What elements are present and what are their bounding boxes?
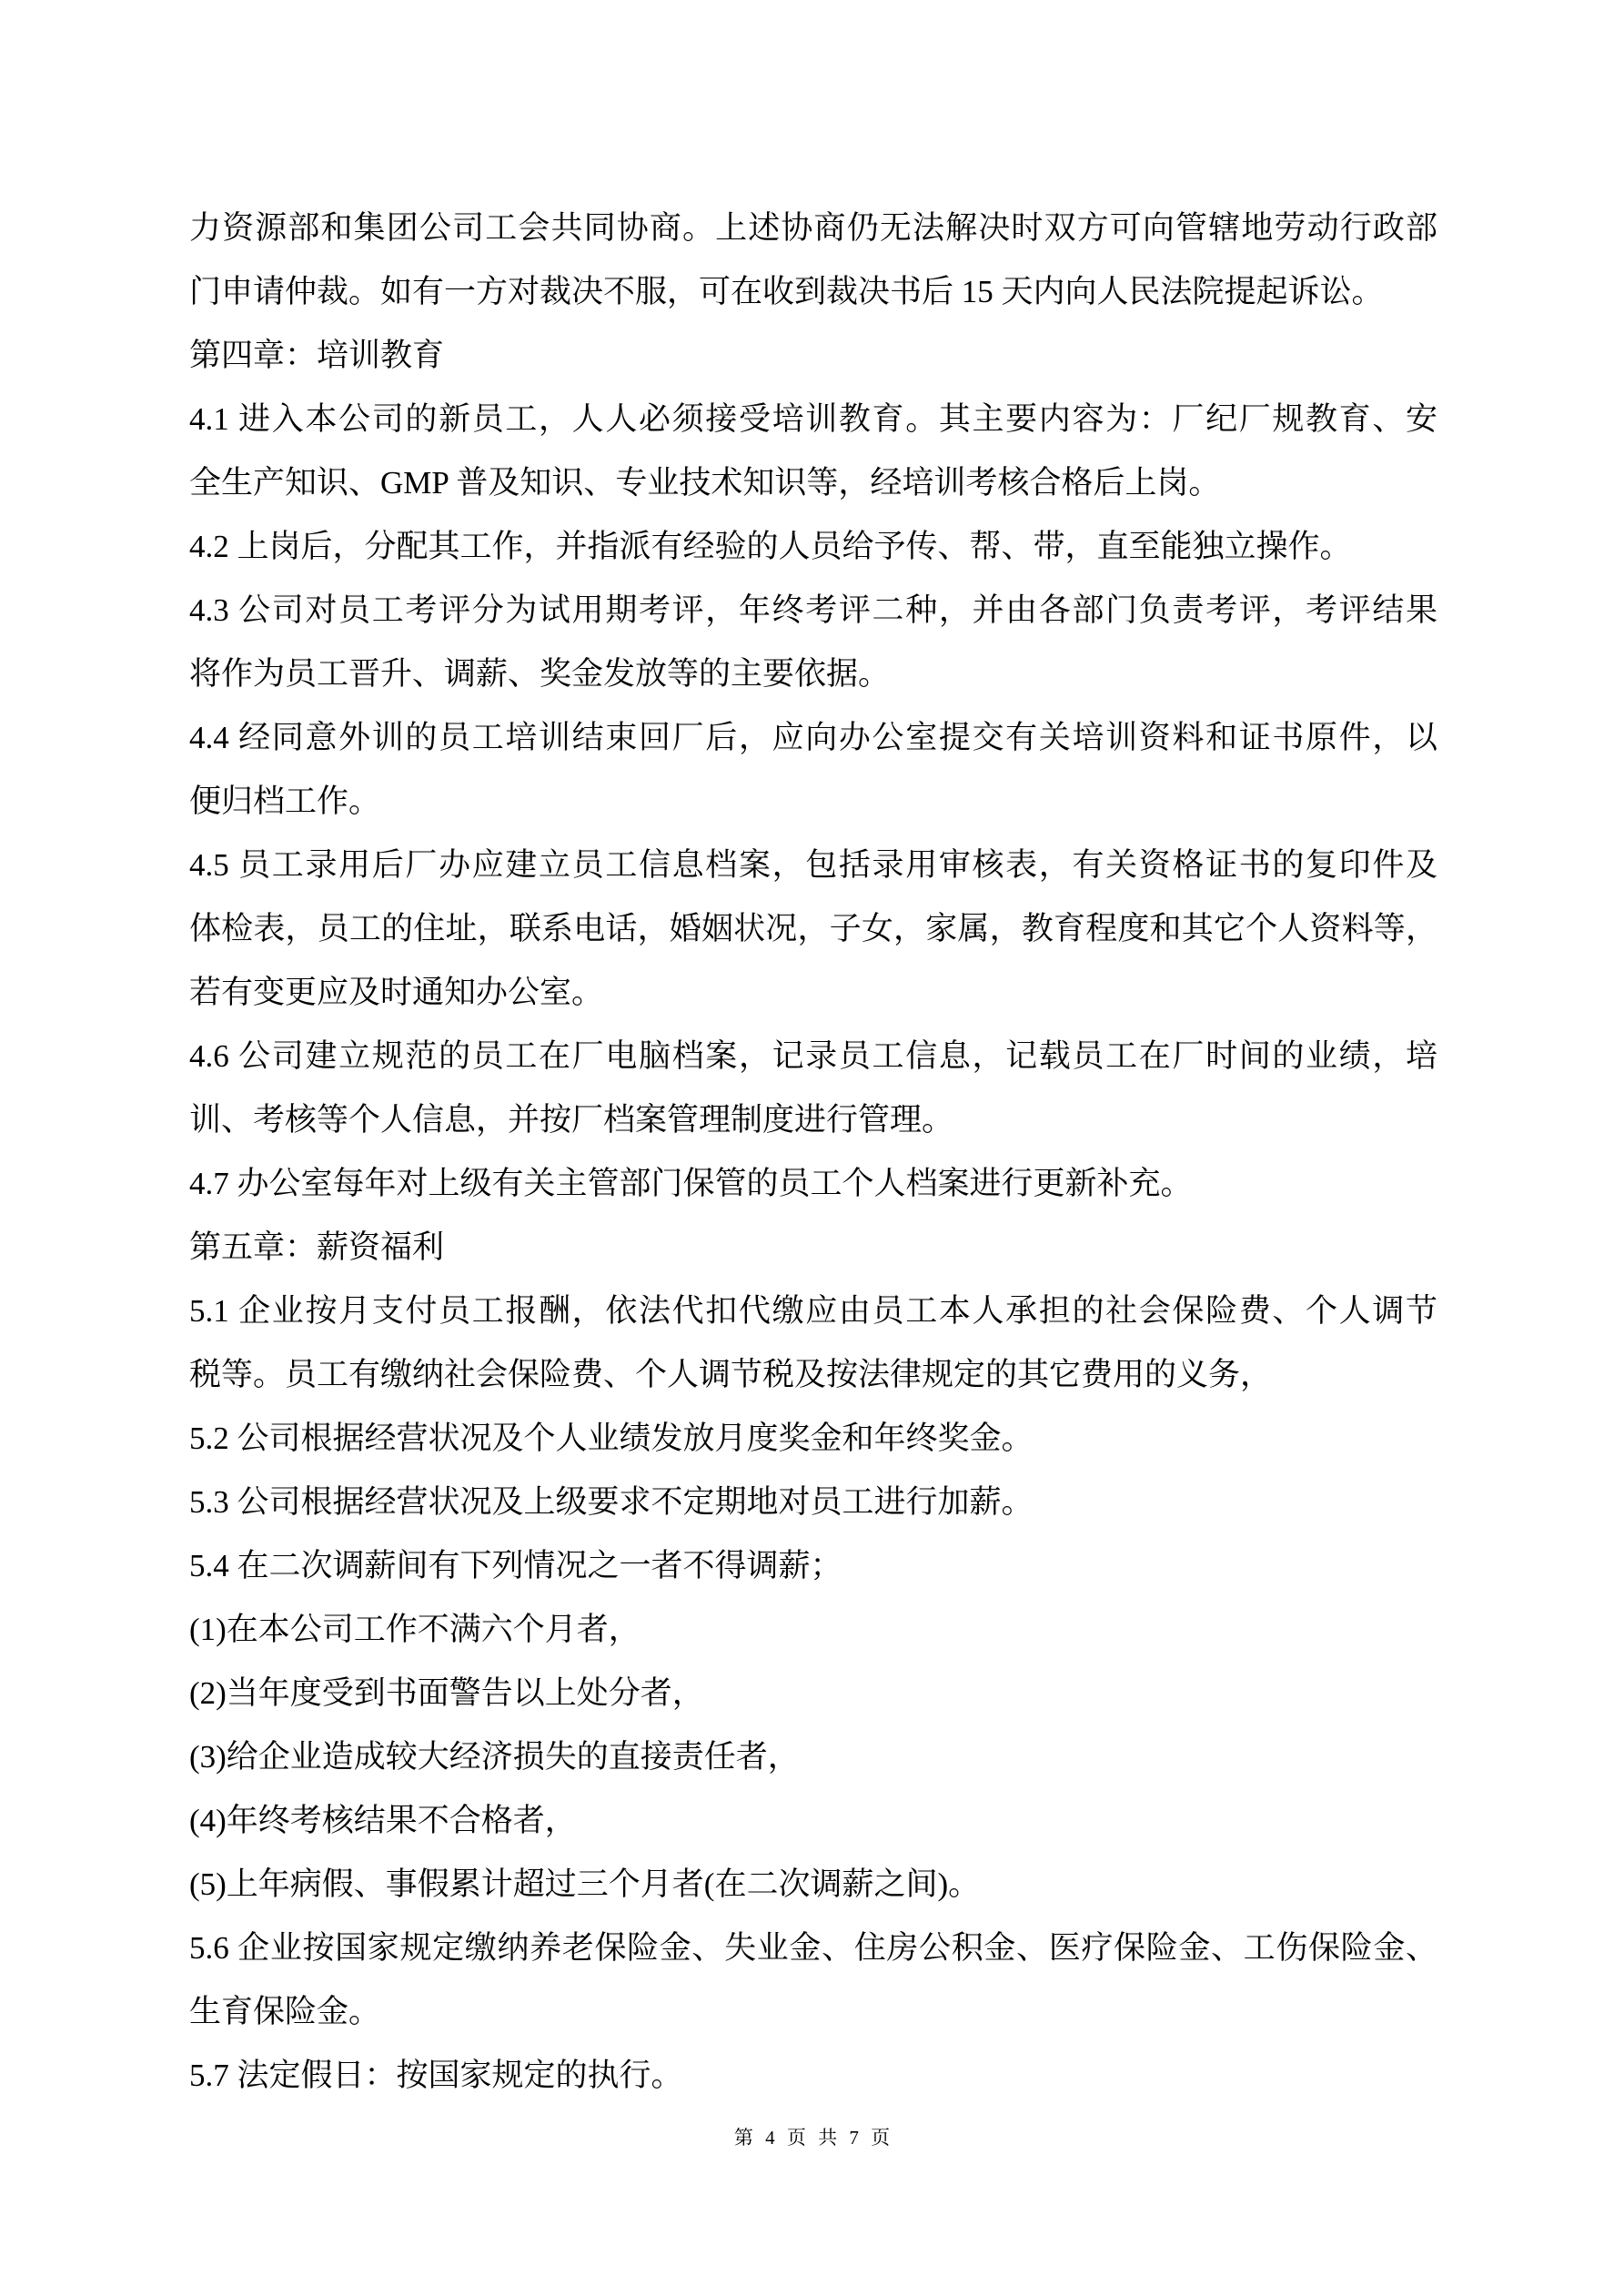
document-line: 4.3 公司对员工考评分为试用期考评，年终考评二种，并由各部门负责考评，考评结果 <box>189 592 1437 628</box>
document-line: 若有变更应及时通知办公室。 <box>189 975 604 1010</box>
document-line: 第四章：培训教育 <box>189 338 445 373</box>
document-line: 力资源部和集团公司工会共同协商。上述协商仍无法解决时双方可向管辖地劳动行政部 <box>189 210 1437 246</box>
document-line: (1)在本公司工作不满六个月者， <box>189 1612 641 1647</box>
document-line: 4.7 办公室每年对上级有关主管部门保管的员工个人档案进行更新补充。 <box>189 1166 1193 1201</box>
document-line: 全生产知识、GMP 普及知识、专业技术知识等，经培训考核合格后上岗。 <box>189 465 1221 501</box>
document-line: 4.1 进入本公司的新员工，人人必须接受培训教育。其主要内容为：厂纪厂规教育、安 <box>189 401 1437 437</box>
document-line: (2)当年度受到书面警告以上处分者， <box>189 1675 704 1711</box>
document-line: 生育保险金。 <box>189 1994 381 2029</box>
document-line: (3)给企业造成较大经济损失的直接责任者， <box>189 1739 800 1775</box>
document-line: 5.7 法定假日：按国家规定的执行。 <box>189 2058 683 2093</box>
document-line: 4.6 公司建立规范的员工在厂电脑档案，记录员工信息，记载员工在厂时间的业绩，培 <box>189 1038 1437 1074</box>
document-line: 4.5 员工录用后厂办应建立员工信息档案，包括录用审核表，有关资格证书的复印件及 <box>189 847 1437 883</box>
document-line: 5.1 企业按月支付员工报酬，依法代扣代缴应由员工本人承担的社会保险费、个人调节 <box>189 1293 1437 1329</box>
document-body <box>189 197 1437 2108</box>
page-number-label: 第 4 页 共 7 页 <box>733 2127 891 2149</box>
document-line: 4.4 经同意外训的员工培训结束回厂后，应向办公室提交有关培训资料和证书原件，以 <box>189 720 1437 755</box>
document-line: 体检表，员工的住址，联系电话，婚姻状况，子女，家属，教育程度和其它个人资料等， <box>189 911 1437 946</box>
document-line: 5.2 公司根据经营状况及个人业绩发放月度奖金和年终奖金。 <box>189 1421 1034 1456</box>
document-line: 便归档工作。 <box>189 784 381 819</box>
document-line: 4.2 上岗后，分配其工作，并指派有经验的人员给予传、帮、带，直至能独立操作。 <box>189 529 1352 564</box>
document-line: 5.6 企业按国家规定缴纳养老保险金、失业金、住房公积金、医疗保险金、工伤保险金、 <box>189 1930 1437 1966</box>
document-line: 5.3 公司根据经营状况及上级要求不定期地对员工进行加薪。 <box>189 1484 1034 1520</box>
document-line: 第五章：薪资福利 <box>189 1229 445 1265</box>
document-line: 税等。员工有缴纳社会保险费、个人调节税及按法律规定的其它费用的义务， <box>189 1357 1273 1392</box>
document-line: 训、考核等个人信息，并按厂档案管理制度进行管理。 <box>189 1102 954 1138</box>
document-line: (4)年终考核结果不合格者， <box>189 1803 577 1838</box>
document-line: 将作为员工晋升、调薪、奖金发放等的主要依据。 <box>189 656 891 692</box>
page-footer <box>0 2120 1624 2155</box>
document-line: (5)上年病假、事假累计超过三个月者(在二次调薪之间)。 <box>189 1866 981 1902</box>
document-line: 5.4 在二次调薪间有下列情况之一者不得调薪； <box>189 1548 842 1583</box>
document-line: 门申请仲裁。如有一方对裁决不服，可在收到裁决书后 15 天内向人民法院提起诉讼。 <box>189 274 1384 309</box>
